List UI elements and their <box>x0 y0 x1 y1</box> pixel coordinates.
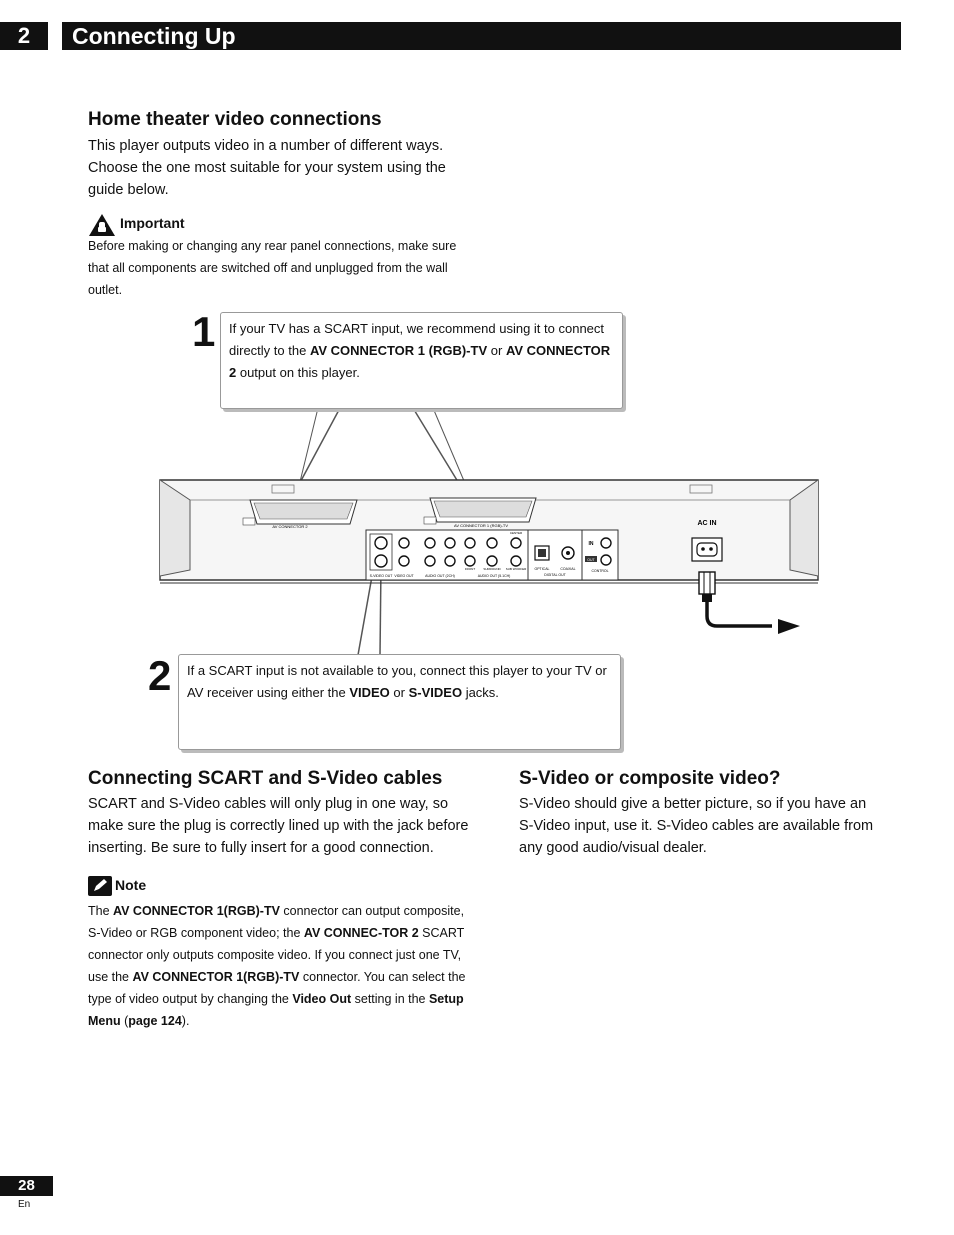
callout1-text-2: or <box>487 343 506 358</box>
subwoofer-label: SUB WOOFER <box>505 567 527 571</box>
important-label: Important <box>120 215 185 231</box>
digital-out-label: DIGITAL OUT <box>544 573 566 577</box>
optical-label: OPTICAL <box>534 567 550 571</box>
callout2-text-1: If a SCART input is not available to you, connect this player to your TV or AV receiver using either the <box>187 663 607 700</box>
section3-body: S-Video should give a better picture, so if you have an S-Video input, use it. S-Video cables are available from any good audio/visual dealer. <box>519 796 874 856</box>
section2-body: SCART and S-Video cables will only plug in one way, so make sure the plug is correctly lined up with the jack before inserting. Be sure to fully insert for a good connection. <box>88 796 469 856</box>
svideo-jack-1 <box>375 537 387 549</box>
section-intro: This player outputs video in a number of different ways. Choose the one most suitable for your system using the guide below. <box>88 138 446 198</box>
arrow-right-icon <box>778 619 800 634</box>
svideo-label: S-VIDEO OUT <box>369 574 393 578</box>
audio-out-51ch-label: AUDIO OUT (5.1CH) <box>477 574 511 578</box>
video-jack-2 <box>399 556 409 566</box>
callout2-bold-2: S-VIDEO <box>408 685 463 700</box>
callout1-text-1: If your TV has a SCART input, we recommend using it to connect directly to the <box>229 321 605 358</box>
page-number: 28 <box>0 1176 53 1196</box>
note-text-1: The <box>88 904 114 918</box>
note-text <box>88 900 468 1032</box>
av2-label: AV CONNECTOR 2 <box>272 524 308 529</box>
power-cable <box>707 602 772 626</box>
video-jack-1 <box>399 538 409 548</box>
svideo-jack-2 <box>375 555 387 567</box>
callout1-bold-1: AV CONNECTOR 1 (RGB)-TV <box>309 343 488 358</box>
ac-in-label: AC IN <box>697 520 717 527</box>
center-label: CENTER <box>509 531 523 535</box>
note-text-2: connector can output composite, S-Video or RGB component video; the <box>88 904 465 940</box>
note-text-4: connector. You can select the type of video output by changing the <box>88 970 466 1006</box>
note-text-5: setting in the <box>351 992 429 1006</box>
callout2-text-3: jacks. <box>462 685 499 700</box>
section-title-svideo-composite: S-Video or composite video? <box>519 768 781 789</box>
section-title-home-theater: Home theater video connections <box>88 109 382 130</box>
note-bold-5: Setup Menu <box>88 992 464 1028</box>
note-text-7: ). <box>181 1014 190 1028</box>
page-language: En <box>18 1199 31 1210</box>
note-bold-4: Video Out <box>292 992 352 1006</box>
control-in-label: IN <box>588 541 594 547</box>
audio-out-2ch-label: AUDIO OUT (2CH) <box>425 574 455 578</box>
callout2-text-2: or <box>389 685 409 700</box>
control-label: CONTROL <box>591 569 609 573</box>
control-out-jack <box>601 555 611 565</box>
chapter-title: Connecting Up <box>72 23 236 49</box>
note-bold-3: AV CONNECTOR 1(RGB)-TV <box>132 970 300 984</box>
jack-panel <box>366 530 618 580</box>
section-title-scart-svideo: Connecting SCART and S-Video cables <box>88 768 443 789</box>
note-bold-1: AV CONNECTOR 1(RGB)-TV <box>113 904 280 918</box>
step-number-1: 1 <box>192 308 216 355</box>
chapter-number: 2 <box>0 22 48 50</box>
callout1-bold-2: AV CONNECTOR 2 <box>229 343 611 380</box>
callout-video-svideo <box>178 654 621 750</box>
video-label: VIDEO OUT <box>394 574 414 578</box>
control-out-label: OUT <box>587 558 595 562</box>
note-label: Note <box>115 877 147 893</box>
coaxial-label: COAXIAL <box>560 567 576 571</box>
power-plug <box>699 572 715 594</box>
note-text-6: ( <box>120 1014 129 1028</box>
important-text: Before making or changing any rear panel connections, make sure that all components are switched off and unplugged from the wall outlet. <box>88 239 457 297</box>
note-bold-6: page 124 <box>128 1014 182 1028</box>
av1-label: AV CONNECTOR 1 (RGB)-TV <box>453 523 509 528</box>
surround-label: SURROUND <box>483 567 501 571</box>
note-bold-2: AV CONNEC-TOR 2 <box>303 926 419 940</box>
front-label: FRONT <box>464 567 476 571</box>
note-pencil-icon <box>88 876 112 896</box>
note-text-3: SCART connector only outputs composite video. If you connect just one TV, use the <box>88 926 465 984</box>
step-number-2: 2 <box>148 652 172 699</box>
callout1-text-3: output on this player. <box>236 365 360 380</box>
callout2-bold-1: VIDEO <box>349 685 390 700</box>
control-in-jack <box>601 538 611 548</box>
callout-scart-recommendation <box>220 312 623 409</box>
